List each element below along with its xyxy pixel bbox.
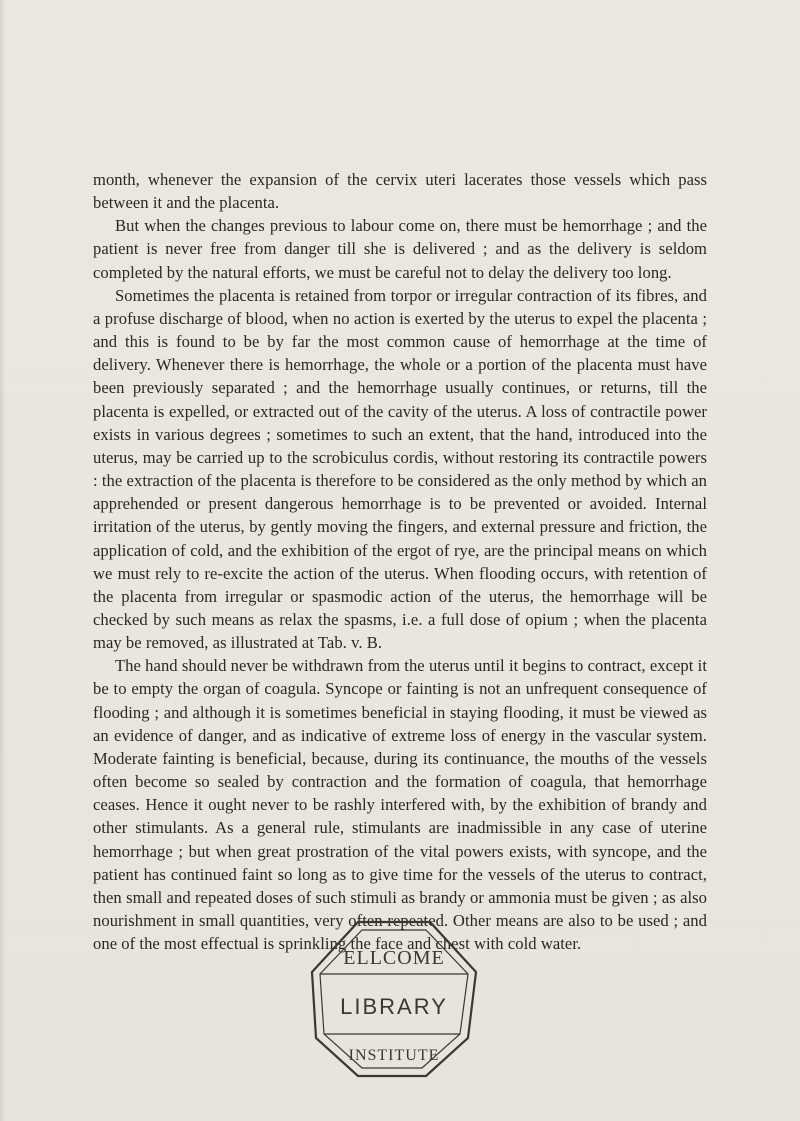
paragraph-3: Sometimes the placenta is retained from torpor or irregular contraction of its fibres, and a profuse discharge of blood, when no action is exerted by the uterus to expel the placenta ; and this is found to be by far the most common cause of hemorrhage at the time of delivery. Whenever there is hemorrhage, the whole or a portion of the placenta must have been previously separated ; and the hemorrhage usually continues, or returns, till the placenta is expelled, or extracted out of the cavity of the uterus. A loss of contractile power exists in various degrees ; sometimes to such an extent, that the hand, introduced into the uterus, may be carried up to the scrobiculus cordis, without restoring its contractile powers : the extraction of the placenta is therefore to be considered as the only method by which an apprehended or present dangerous hemorrhage is to be prevented or avoided. Internal irritation of the uterus, by gently moving the fingers, and external pressure and friction, the application of cold, and the exhibition of the ergot of rye, are the principal means on which we must rely to re-excite the action of the uterus. When flooding occurs, with retention of the placenta from irregular or spasmodic action of the uterus, the hemorrhage will be checked by such means as relax the spasms, i.e. a full dose of opium ; when the placenta may be removed, as illustrated at Tab. v. B. bbox=[93, 285, 707, 653]
paragraph-4: The hand should never be withdrawn from the uterus until it begins to contract, except it be to empty the organ of coagula. Syncope or fainting is not an unfrequent consequence of flooding ; and although it is sometimes beneficial in staying flooding, it must be viewed as an evidence of danger, and as indicative of extreme loss of energy in the vascular system. Moderate fainting is beneficial, because, during its continuance, the mouths of the vessels often become so sealed by contraction and the formation of coagula, that hemorrhage ceases. Hence it ought never to be rashly interfered with, by the exhibition of brandy and other stimulants. As a general rule, stimulants are inadmissible in any case of uterine hemorrhage ; but when great prostration of the vital powers exists, with syncope, and the patient has continued faint so long as to give time for the vessels of the uterus to contract, then small and repeated doses of such stimuli as brandy or ammonia must be given ; as also nourishment in small quantities, very often repeated. Other means are also to be used ; and one of the most effectual is sprinkling the face and chest with cold water. bbox=[93, 656, 707, 954]
library-stamp bbox=[298, 910, 490, 1084]
stamp-bottom-text: INSTITUTE bbox=[348, 1047, 440, 1064]
paragraph-1: month, whenever the expansion of the cervix uteri lacerates those vessels which pass between it and the placenta. bbox=[93, 170, 707, 213]
body-text bbox=[93, 168, 707, 955]
stamp-top-text: ELLCOME bbox=[343, 947, 445, 969]
page-edge-shadow bbox=[0, 0, 6, 1121]
stamp-center-text: LIBRARY bbox=[340, 994, 448, 1019]
paragraph-2: But when the changes previous to labour come on, there must be hemorrhage ; and the patient is never free from danger till she is delivered ; and as the delivery is seldom completed by the natural efforts, we must be careful not to delay the delivery too long. bbox=[93, 216, 707, 282]
library-stamp-graphic bbox=[298, 910, 490, 1084]
